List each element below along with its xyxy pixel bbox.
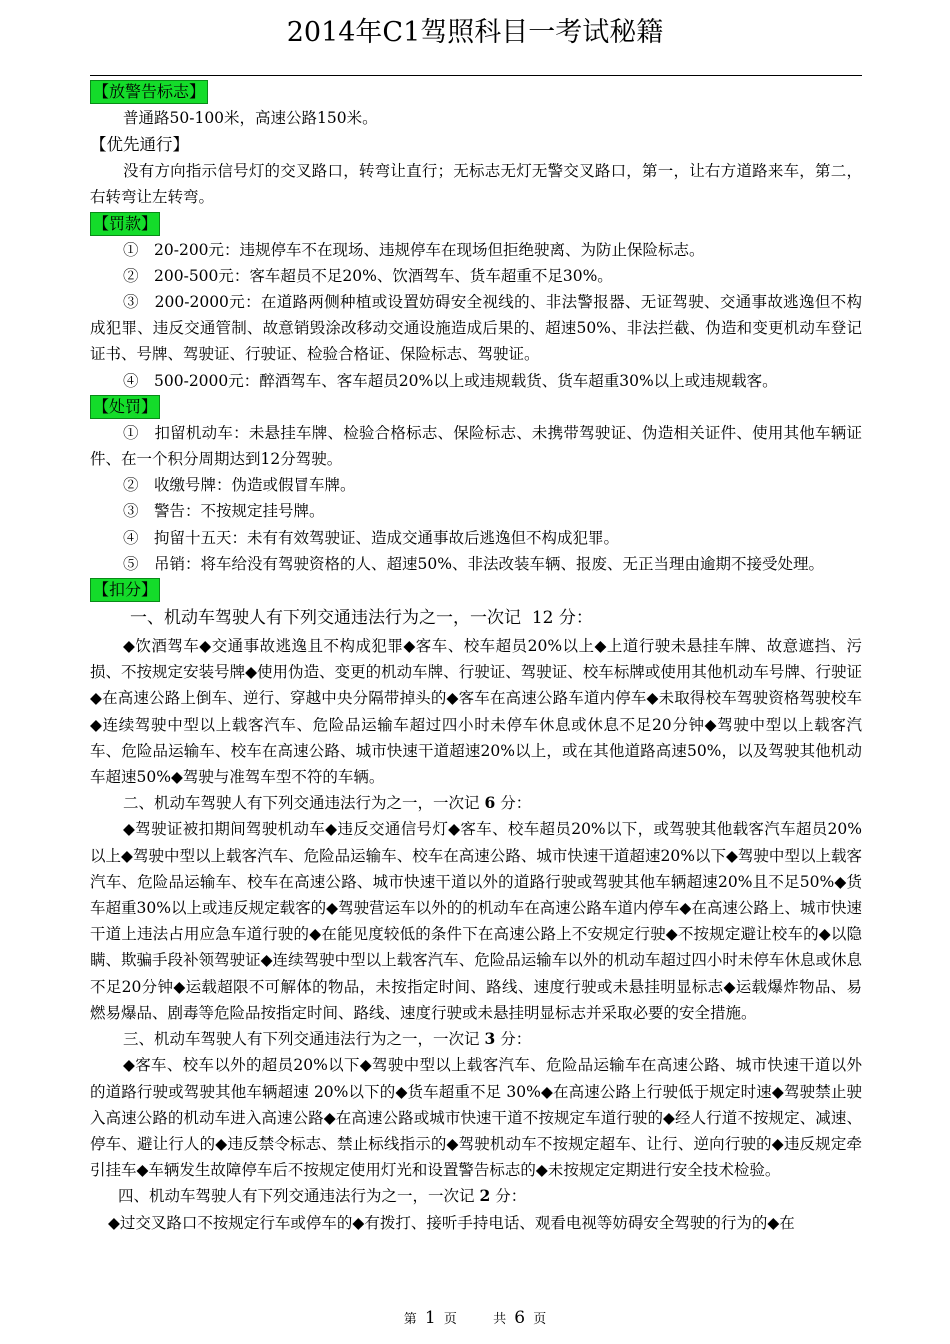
list-item: ③ 200-2000元：在道路两侧种植或设置妨碍安全视线的、非法警报器、无证驾驶、交通事故逃逸但不构成犯罪、违反交通管制、故意销毁涂改移动交通设施造成后果的、超速50%、非法拦截、伪造和变更机动车登记证书、号牌、驾驶证、行驶证、检验合格证、保险标志、驾驶证。 — [90, 293, 862, 364]
footer-total-unit: 页 — [533, 1312, 547, 1327]
section-heading-punish: 【处罚】 — [90, 395, 160, 419]
paragraph: ◆驾驶证被扣期间驾驶机动车◆违反交通信号灯◆客车、校车超员20%以下，或驾驶其他载客汽车超员20%以上◆驾驶中型以上载客汽车、危险品运输车、校车在高速公路、城市快速干道超速20%以下◆驾驶中型以上载客汽车、危险品运输车、校车在高速公路、城市快速干道以外的道路行驶或驾驶其他车辆超速20%且不足50%◆货车超重30%以上或违反规定载客的◆驾驶营运车以外的的机动车在高速公路车道内停车◆在高速公路上、城市快速干道上违法占用应急车道行驶的◆在能见度较低的条件下在高速公路上不安规定行驶◆不按规定避让校车的◆以隐瞒、欺骗手段补领驾驶证◆连续驾驶中型以上载客汽车、危险品运输车以外的机动车超过四小时未停车休息或休息不足20分钟◆运载超限不可解体的物品，未按指定时间、路线、速度行驶或未悬挂明显标志◆运载爆炸物品、易燃易爆品、剧毒等危险品按指定时间、路线、速度行驶或未悬挂明显标志并采取必要的安全措施。 — [90, 820, 862, 1022]
subheading-text: 二、机动车驾驶人有下列交通违法行为之一，一次记 — [123, 794, 480, 813]
subheading-2-points — [90, 1183, 862, 1209]
footer-total-prefix: 共 — [493, 1312, 507, 1327]
subheading-text: 三、机动车驾驶人有下列交通违法行为之一，一次记 — [123, 1030, 480, 1049]
list-item: ② 收缴号牌：伪造或假冒车牌。 — [123, 476, 356, 495]
header-rule — [90, 75, 862, 76]
section-points — [90, 577, 862, 1236]
paragraph: 普通路50-100米，高速公路150米。 — [123, 109, 378, 127]
points-value: 12 — [531, 608, 554, 629]
paragraph: ◆饮酒驾车◆交通事故逃逸且不构成犯罪◆客车、校车超员20%以上◆上道行驶未悬挂车牌、故意遮挡、污损、不按规定安装号牌◆使用伪造、变更的机动车牌、行驶证、驾驶证、校车标牌或使用其他机动车号牌、行驶证◆在高速公路上倒车、逆行、穿越中央分隔带掉头的◆客车在高速公路车道内停车◆未取得校车驾驶资格驾驶校车◆连续驾驶中型以上载客汽车、危险品运输车超过四小时未停车休息或休息不足20分钟◆驾驶中型以上载客汽车、危险品运输车、校车在高速公路、城市快速干道超速20%以上，或在其他道路高速50%，以及驾驶其他机动车超速50%◆驾驶与准驾车型不符的车辆。 — [90, 637, 862, 787]
page-footer — [0, 1309, 950, 1329]
section-warning — [90, 79, 862, 131]
page-title: 2014年C1驾照科目一考试秘籍 — [286, 17, 664, 48]
subheading-text: 一、机动车驾驶人有下列交通违法行为之一，一次记 — [130, 608, 521, 629]
list-item: ① 扣留机动车：未悬挂车牌、检验合格标志、保险标志、未携带驾驶证、伪造相关证件、使用其他车辆证件、在一个积分周期达到12分驾驶。 — [90, 423, 862, 469]
subheading-suffix: 分： — [495, 1187, 527, 1206]
list-item: ① 20-200元：违规停车不在现场、违规停车在现场但拒绝驶离、为防止保险标志。 — [123, 240, 705, 259]
paragraph: 没有方向指示信号灯的交叉路口，转弯让直行；无标志无灯无警交叉路口，第一，让右方道路来车，第二，右转弯让左转弯。 — [90, 162, 862, 207]
list-item: ② 200-500元：客车超员不足20%、饮酒驾车、货车超重不足30%。 — [123, 266, 613, 285]
subheading-3-points — [90, 1026, 862, 1052]
section-priority — [90, 131, 862, 210]
subheading-6-points — [90, 790, 862, 816]
paragraph: ◆客车、校车以外的超员20%以下◆驾驶中型以上载客汽车、危险品运输车在高速公路、城市快速干道以外的道路行驶或驾驶其他车辆超速 20%以下的◆货车超重不足 30%◆在高速公路上行驶低于规定时速◆驾驶禁止驶入高速公路的机动车进入高速公路◆在高速公路或城市快速干道不按规定车道行驶的◆经人行道不按规定、减速、停车、避让行人的◆违反禁令标志、禁止标线指示的◆驾驶机动车不按规定超车、让行、逆向行驶的◆违反规定牵引挂车◆车辆发生故障停车后不按规定使用灯光和设置警告标志的◆未按规定定期进行安全技术检验。 — [90, 1056, 862, 1180]
subheading-text: 四、机动车驾驶人有下列交通违法行为之一，一次记 — [118, 1187, 475, 1206]
section-heading-points: 【扣分】 — [90, 578, 160, 602]
section-fine — [90, 211, 862, 394]
section-punish — [90, 394, 862, 577]
paragraph: ◆过交叉路口不按规定行车或停车的◆有拨打、接听手持电话、观看电视等妨碍安全驾驶的行为的◆在 — [108, 1213, 795, 1232]
section-heading-priority: 【优先通行】 — [90, 135, 189, 155]
subheading-suffix: 分： — [558, 608, 593, 629]
points-value: 6 — [484, 793, 496, 813]
subheading-12-points — [90, 603, 862, 633]
subheading-suffix: 分： — [500, 794, 532, 813]
points-value: 3 — [484, 1029, 496, 1049]
footer-page-unit: 页 — [443, 1312, 457, 1327]
points-value: 2 — [479, 1186, 491, 1206]
section-heading-fine: 【罚款】 — [90, 212, 160, 236]
subheading-suffix: 分： — [500, 1030, 532, 1049]
footer-total-number: 6 — [514, 1308, 526, 1328]
footer-page-number: 1 — [424, 1308, 436, 1328]
section-heading-warning: 【放警告标志】 — [90, 80, 208, 104]
document-body — [90, 79, 862, 1236]
list-item: ⑤ 吊销：将车给没有驾驶资格的人、超速50%、非法改装车辆、报废、无正当理由逾期不接受处理。 — [123, 554, 824, 573]
list-item: ④ 拘留十五天：未有有效驾驶证、造成交通事故后逃逸但不构成犯罪。 — [123, 528, 620, 547]
footer-page-prefix: 第 — [403, 1312, 417, 1327]
list-item: ③ 警告：不按规定挂号牌。 — [123, 502, 325, 521]
list-item: ④ 500-2000元：醉酒驾车、客车超员20%以上或违规载货、货车超重30%以上或违规载客。 — [123, 371, 778, 390]
